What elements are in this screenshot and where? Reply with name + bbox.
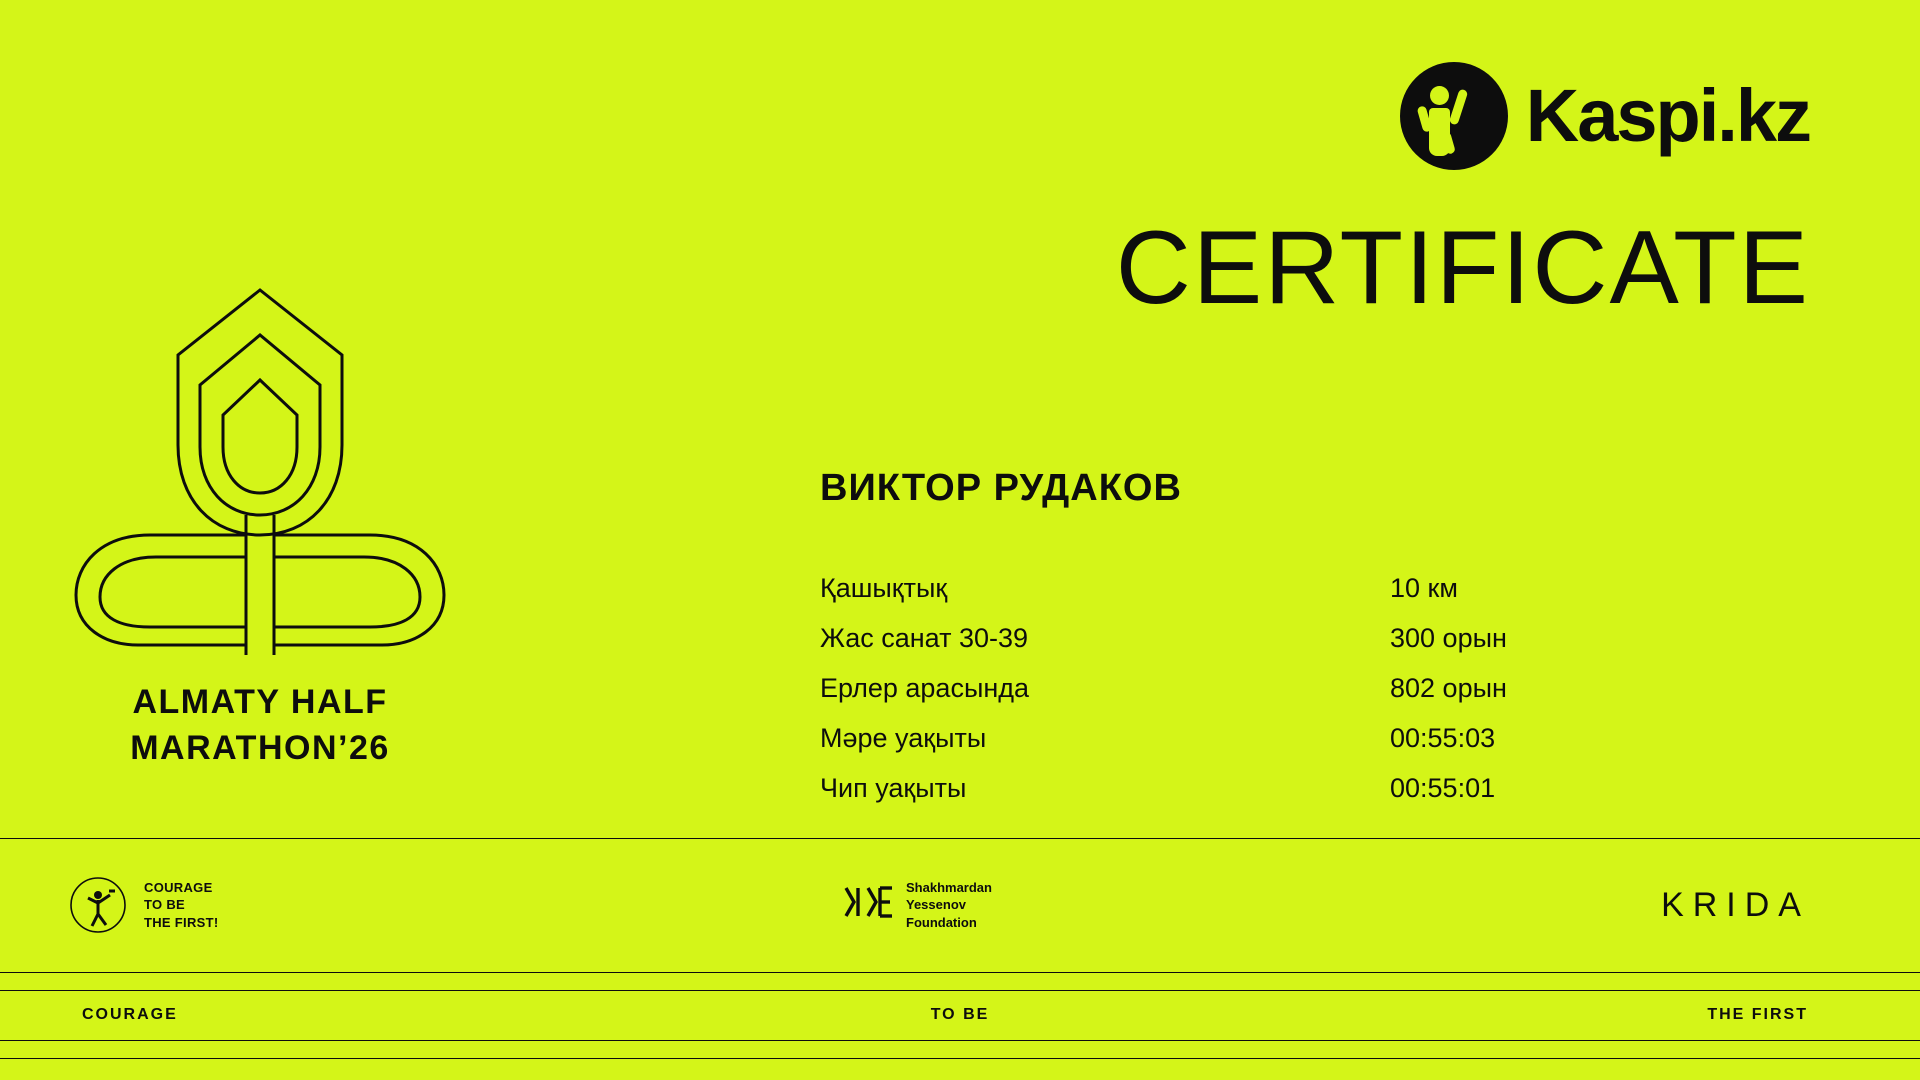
result-label: Қашықтық xyxy=(820,573,948,603)
table-row xyxy=(820,675,1620,725)
result-label: Ерлер арасында xyxy=(820,673,1030,703)
sponsor-yessenov-line-2: Yessenov xyxy=(906,897,966,913)
sponsor-courage-line-2: TO BE xyxy=(144,897,185,913)
sponsors-row xyxy=(0,838,1920,972)
slogan-left: COURAGE xyxy=(82,1006,178,1023)
slogan-right: THE FIRST xyxy=(1707,1006,1808,1023)
yessenov-monogram-icon xyxy=(840,882,896,927)
sponsor-yessenov-text xyxy=(906,879,992,932)
divider xyxy=(0,1058,1920,1059)
result-label: Жас санат 30-39 xyxy=(820,623,1029,653)
slogan-row xyxy=(0,990,1920,1040)
kaspi-logo xyxy=(1400,62,1810,170)
event-name-line-1: ALMATY HALF xyxy=(132,683,388,721)
person-raising-hand-icon xyxy=(1400,62,1508,170)
corporate-fund-runner-icon xyxy=(62,869,134,941)
sponsor-courage-line-1: COURAGE xyxy=(144,879,213,895)
divider xyxy=(0,972,1920,973)
result-value: 00:55:01 xyxy=(1390,773,1496,803)
kaspi-wordmark: Kaspi.kz xyxy=(1525,74,1810,157)
result-label: Мәре уақыты xyxy=(820,723,987,753)
table-row xyxy=(820,575,1620,625)
tulip-emblem-icon xyxy=(60,235,460,655)
sponsor-courage-text xyxy=(144,879,219,932)
sponsor-yessenov-line-1: Shakhmardan xyxy=(906,879,992,895)
table-row xyxy=(820,625,1620,675)
sponsor-courage-fund xyxy=(62,869,219,941)
divider xyxy=(0,1040,1920,1041)
result-value: 00:55:03 xyxy=(1390,723,1496,753)
slogan-center: TO BE xyxy=(930,1006,990,1023)
result-value: 10 км xyxy=(1390,573,1458,603)
results-table xyxy=(820,575,1620,825)
sponsor-yessenov-line-3: Foundation xyxy=(906,914,977,930)
event-name xyxy=(60,680,460,772)
sponsor-yessenov-foundation xyxy=(840,879,992,932)
result-value: 300 орын xyxy=(1390,623,1507,653)
result-value: 802 орын xyxy=(1390,673,1507,703)
table-row xyxy=(820,725,1620,775)
event-name-line-2: MARATHON’26 xyxy=(130,728,390,767)
result-label: Чип уақыты xyxy=(820,773,967,803)
page-title: CERTIFICATE xyxy=(1115,210,1810,326)
table-row xyxy=(820,775,1620,825)
sponsor-courage-line-3: THE FIRST! xyxy=(144,914,219,930)
participant-name: ВИКТОР РУДАКОВ xyxy=(820,467,1182,509)
sponsor-krida: KRIDA xyxy=(1661,885,1810,924)
